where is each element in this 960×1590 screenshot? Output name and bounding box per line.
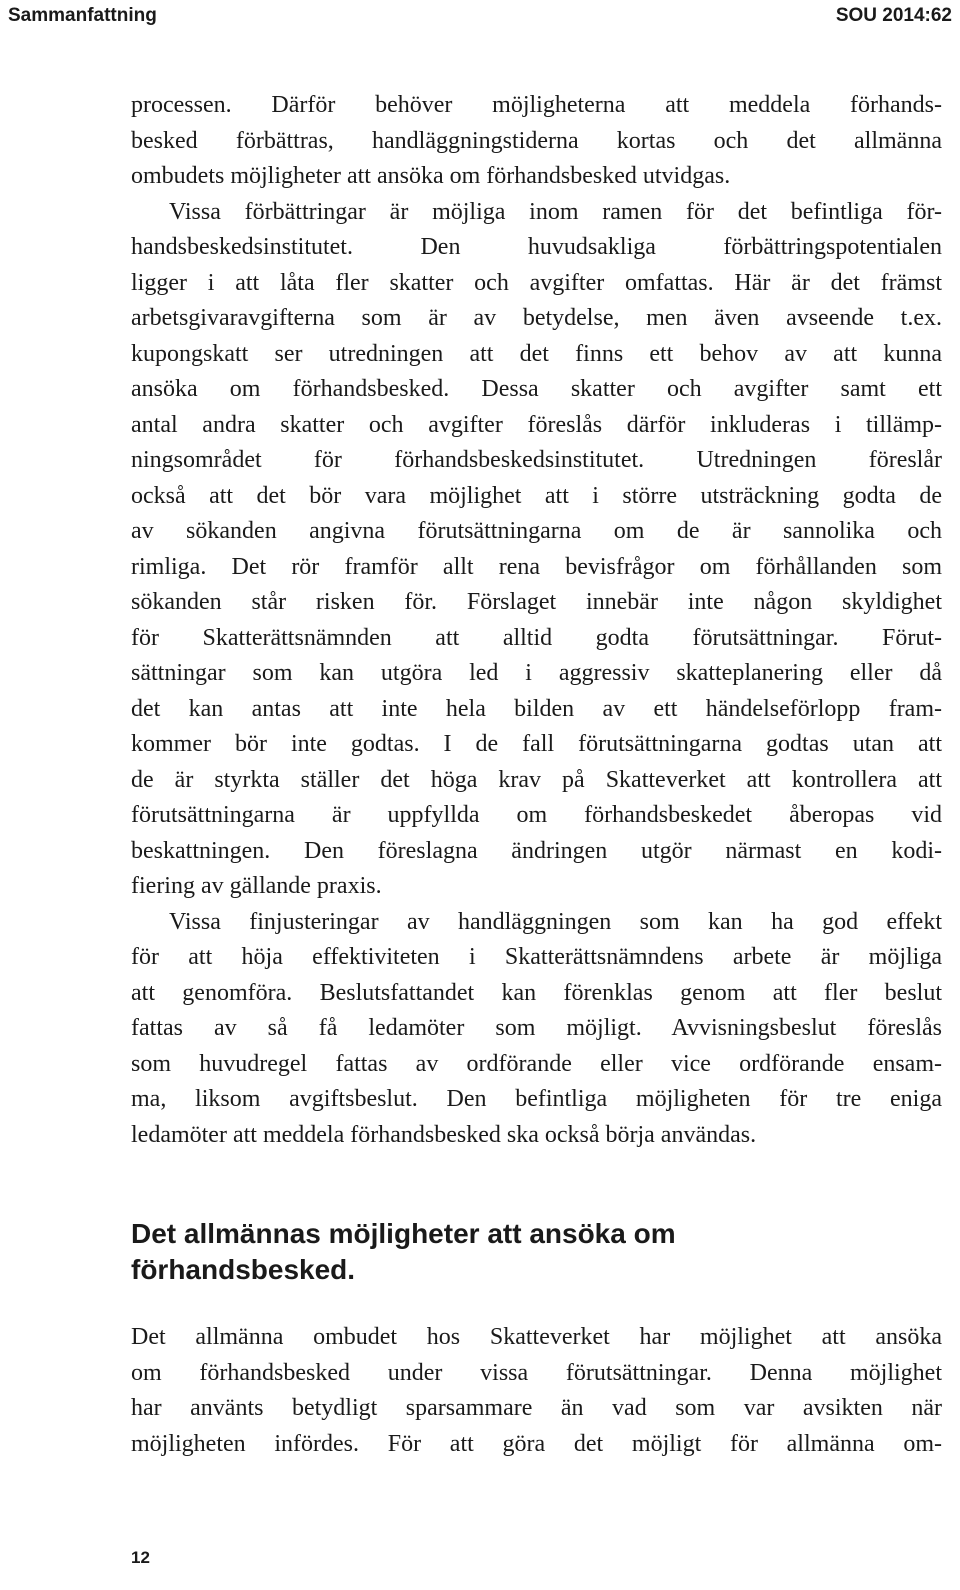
running-header (8, 2, 952, 30)
text-line: ledamöter att meddela förhandsbesked ska också börja användas. (131, 1121, 757, 1148)
header-section-title: Sammanfattning (8, 5, 157, 26)
paragraph-2 (131, 905, 942, 1154)
text-line: besked förbättras, handläggningstiderna kortas och det allmänna (131, 127, 942, 154)
paragraph-3 (131, 1320, 942, 1462)
text-line: Vissa förbättringar är möjliga inom ramen för det befintliga för- (169, 198, 942, 225)
text-line: också att det bör vara möjlighet att i större utsträckning godta de (131, 482, 942, 509)
text-line: arbetsgivaravgifterna som är av betydelse, men även avseende t.ex. (131, 305, 942, 331)
text-line: ma, liksom avgiftsbeslut. Den befintliga möjligheten för tre eniga (131, 1086, 942, 1112)
text-line: ansöka om förhandsbesked. Dessa skatter och avgifter samt ett (131, 376, 942, 402)
text-line: Det allmänna ombudet hos Skatteverket har möjlighet att ansöka (131, 1324, 942, 1350)
text-line: det kan antas att inte hela bilden av ett händelseförlopp fram- (131, 695, 942, 722)
text-line: har använts betydligt sparsammare än vad som var avsikten när (131, 1395, 942, 1421)
text-line: Vissa finjusteringar av handläggningen som kan ha god effekt (169, 908, 942, 935)
heading-line: Det allmännas möjligheter att ansöka om (131, 1218, 676, 1249)
header-document-id: SOU 2014:62 (835, 5, 952, 26)
section-heading (131, 1216, 942, 1288)
heading-line: förhandsbesked. (131, 1254, 356, 1285)
text-line: ligger i att låta fler skatter och avgifter omfattas. Här är det främst (131, 269, 942, 296)
text-line: kupongskatt ser utredningen att det finns ett behov av att kunna (131, 340, 942, 367)
text-line: som huvudregel fattas av ordförande eller vice ordförande ensam- (131, 1050, 942, 1077)
page-number: 12 (131, 1548, 150, 1567)
text-line: kommer bör inte godtas. I de fall förutsättningarna godtas utan att (131, 731, 942, 757)
text-line: sökanden står risken för. Förslaget innebär inte någon skyldighet (131, 589, 942, 615)
text-line: möjligheten infördes. För att göra det möjligt för allmänna om- (131, 1430, 942, 1457)
text-line: handsbeskedsinstitutet. Den huvudsakliga förbättringspotentialen (131, 234, 942, 260)
text-line: rimliga. Det rör framför allt rena bevisfrågor om förhållanden som (131, 553, 942, 580)
text-line: att genomföra. Beslutsfattandet kan förenklas genom att fler beslut (131, 979, 942, 1006)
text-line: ningsområdet för förhandsbeskedsinstitutet. Utredningen föreslår (131, 447, 942, 473)
text-line: fiering av gällande praxis. (131, 873, 382, 899)
text-line: fattas av så få ledamöter som möjligt. Avvisningsbeslut föreslås (131, 1015, 942, 1041)
text-line: ombudets möjligheter att ansöka om förhandsbesked utvidgas. (131, 163, 731, 189)
text-line: för Skatterättsnämnden att alltid godta förutsättningar. Förut- (131, 624, 942, 651)
text-line: om förhandsbesked under vissa förutsättningar. Denna möjlighet (131, 1359, 942, 1386)
text-line: förutsättningarna är uppfyllda om förhandsbeskedet åberopas vid (131, 802, 942, 828)
text-line: antal andra skatter och avgifter föreslås därför inkluderas i tillämp- (131, 411, 942, 438)
text-line: för att höja effektiviteten i Skatterättsnämndens arbete är möjliga (131, 944, 942, 970)
text-line: de är styrkta ställer det höga krav på Skatteverket att kontrollera att (131, 766, 942, 793)
text-line: sättningar som kan utgöra led i aggressiv skatteplanering eller då (131, 660, 942, 686)
text-line: processen. Därför behöver möjligheterna att meddela förhands- (131, 92, 942, 118)
text-line: av sökanden angivna förutsättningarna om de är sannolika och (131, 518, 942, 544)
body-text (131, 88, 942, 1153)
text-line: beskattningen. Den föreslagna ändringen utgör närmast en kodi- (131, 837, 942, 864)
paragraph-1 (131, 88, 942, 905)
